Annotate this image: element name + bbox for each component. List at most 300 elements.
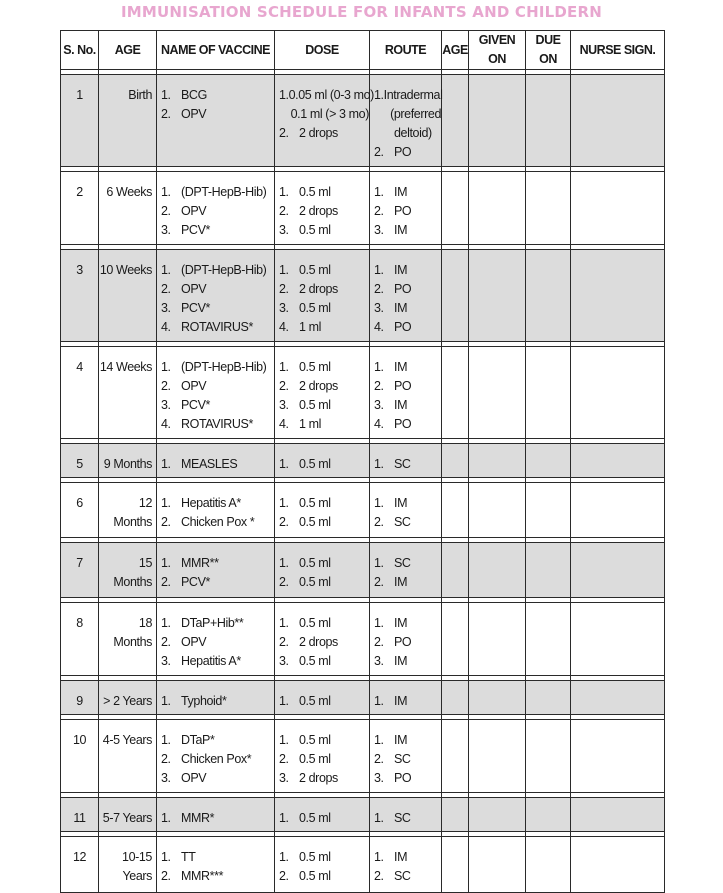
vaccine-text: PCV*	[181, 575, 210, 589]
vaccine-line	[157, 415, 274, 434]
dose-text: 0.5 ml	[299, 733, 331, 747]
vaccine-line	[157, 183, 274, 202]
route-line	[370, 769, 441, 788]
serial-number-cell: 12	[61, 837, 99, 893]
dose-text: 0.5 ml	[299, 301, 331, 315]
due-on-cell	[526, 798, 571, 832]
header-due-on: DUE ON	[526, 31, 571, 70]
item-number: 1.	[161, 556, 171, 570]
dose-line	[275, 867, 369, 886]
item-number: 3.	[374, 398, 384, 412]
header-route: ROUTE	[370, 31, 442, 70]
vaccine-cell	[157, 720, 275, 793]
dose-text: 0.5 ml	[299, 575, 331, 589]
age-given-cell	[442, 444, 469, 478]
vaccine-cell	[157, 543, 275, 598]
header-nurse-sign: NURSE SIGN.	[571, 31, 665, 70]
route-text: IM	[394, 733, 408, 747]
age-given-cell	[442, 681, 469, 715]
dose-line	[275, 692, 369, 711]
dose-cell	[275, 798, 370, 832]
dose-cell	[275, 603, 370, 676]
vaccine-cell	[157, 603, 275, 676]
item-number: 2.	[279, 752, 289, 766]
item-number	[370, 105, 390, 124]
dose-line	[275, 261, 369, 280]
route-cell	[370, 603, 442, 676]
page-title: IMMUNISATION SCHEDULE FOR INFANTS AND CHILDERN	[121, 3, 602, 21]
age-cell: 6 Weeks	[99, 172, 157, 245]
vaccine-text: (DPT-HepB-Hib)	[181, 360, 267, 374]
dose-text: 0.5 ml	[299, 616, 331, 630]
given-on-cell	[469, 172, 526, 245]
item-number: 1.	[374, 556, 384, 570]
vaccine-text: Chicken Pox*	[181, 752, 252, 766]
vaccine-text: PCV*	[181, 301, 210, 315]
serial-number-cell: 7	[61, 543, 99, 598]
dose-text: 0.5 ml	[299, 496, 331, 510]
age-cell: 18 Months	[99, 603, 157, 676]
dose-line	[275, 377, 369, 396]
given-on-cell	[469, 603, 526, 676]
due-on-cell	[526, 347, 571, 439]
immunisation-schedule-table	[60, 30, 665, 893]
vaccine-text: OPV	[181, 635, 207, 649]
dose-line	[275, 202, 369, 221]
dose-text: 2 drops	[299, 282, 338, 296]
vaccine-text: BCG	[181, 88, 207, 102]
item-number: 1.	[279, 185, 289, 199]
route-text: PO	[394, 771, 412, 785]
vaccine-text: Chicken Pox *	[181, 515, 255, 529]
route-line	[370, 183, 441, 202]
item-number: 2.	[161, 379, 171, 393]
route-line	[370, 261, 441, 280]
dose-line	[275, 105, 369, 124]
route-line	[370, 867, 441, 886]
due-on-cell	[526, 250, 571, 342]
dose-text: 0.5 ml	[299, 654, 331, 668]
item-number: 2.	[279, 126, 289, 140]
serial-number-cell: 1	[61, 75, 99, 167]
serial-number-cell: 4	[61, 347, 99, 439]
route-text: deltoid)	[394, 126, 432, 140]
vaccine-text: MEASLES	[181, 457, 238, 471]
dose-text: 0.5 ml	[299, 752, 331, 766]
dose-line	[275, 554, 369, 573]
dose-line	[275, 809, 369, 828]
item-number: 4.	[279, 320, 289, 334]
nurse-sign-cell	[571, 172, 665, 245]
dose-cell	[275, 444, 370, 478]
vaccine-line	[157, 809, 274, 828]
item-number: 3.	[279, 398, 289, 412]
item-number: 3.	[279, 301, 289, 315]
given-on-cell	[469, 543, 526, 598]
route-line	[370, 692, 441, 711]
item-number: 1.	[279, 850, 289, 864]
item-number: 3.	[279, 223, 289, 237]
route-text: SC	[394, 457, 411, 471]
route-text: IM	[394, 263, 408, 277]
vaccine-line	[157, 202, 274, 221]
item-number: 2.	[161, 575, 171, 589]
item-number: 2.	[279, 575, 289, 589]
route-line	[370, 202, 441, 221]
item-number: 2.	[161, 107, 171, 121]
item-number: 2.	[374, 575, 384, 589]
age-given-cell	[442, 347, 469, 439]
nurse-sign-cell	[571, 250, 665, 342]
item-number: 2.	[161, 635, 171, 649]
dose-text: 0.05 ml (0-3 mo)	[288, 88, 374, 102]
dose-line	[275, 652, 369, 671]
serial-number-cell: 3	[61, 250, 99, 342]
item-number: 1.	[374, 360, 384, 374]
item-number: 3.	[374, 771, 384, 785]
vaccine-line	[157, 396, 274, 415]
dose-line	[275, 633, 369, 652]
item-number: 1.	[374, 694, 384, 708]
dose-text: 0.5 ml	[299, 457, 331, 471]
dose-line	[275, 358, 369, 377]
dose-line	[275, 513, 369, 532]
schedule-row	[61, 543, 665, 598]
route-line	[370, 455, 441, 474]
vaccine-line	[157, 848, 274, 867]
route-text: IM	[394, 301, 408, 315]
route-line	[370, 614, 441, 633]
dose-text: 0.5 ml	[299, 515, 331, 529]
item-number: 1.	[161, 360, 171, 374]
given-on-cell	[469, 720, 526, 793]
header-age: AGE	[99, 31, 157, 70]
schedule-row	[61, 681, 665, 715]
dose-text: 1 ml	[299, 417, 322, 431]
header-sno: S. No.	[61, 31, 99, 70]
schedule-row	[61, 720, 665, 793]
vaccine-line	[157, 494, 274, 513]
item-number: 4.	[161, 320, 171, 334]
schedule-row	[61, 603, 665, 676]
item-number: 2.	[279, 635, 289, 649]
nurse-sign-cell	[571, 483, 665, 538]
item-number: 2.	[279, 515, 289, 529]
vaccine-line	[157, 358, 274, 377]
given-on-cell	[469, 798, 526, 832]
vaccine-text: MMR**	[181, 556, 219, 570]
route-line	[370, 750, 441, 769]
route-line	[370, 396, 441, 415]
dose-line	[275, 848, 369, 867]
dose-line	[275, 573, 369, 592]
item-number: 2.	[279, 204, 289, 218]
route-text: SC	[394, 752, 411, 766]
item-number: 1.	[279, 88, 289, 102]
vaccine-cell	[157, 798, 275, 832]
serial-number-cell: 10	[61, 720, 99, 793]
vaccine-text: PCV*	[181, 398, 210, 412]
item-number: 1.	[279, 811, 289, 825]
nurse-sign-cell	[571, 543, 665, 598]
route-line	[370, 513, 441, 532]
vaccine-cell	[157, 681, 275, 715]
vaccine-line	[157, 652, 274, 671]
vaccine-cell	[157, 172, 275, 245]
item-number: 2.	[374, 635, 384, 649]
schedule-row	[61, 172, 665, 245]
schedule-row	[61, 483, 665, 538]
dose-text: 2 drops	[299, 204, 338, 218]
header-given-on: GIVEN ON	[469, 31, 526, 70]
due-on-cell	[526, 75, 571, 167]
vaccine-line	[157, 105, 274, 124]
vaccine-line	[157, 221, 274, 240]
route-cell	[370, 543, 442, 598]
route-text: IM	[394, 694, 408, 708]
dose-text: 2 drops	[299, 771, 338, 785]
age-cell: 5-7 Years	[99, 798, 157, 832]
route-line	[370, 554, 441, 573]
age-cell: 10-15 Years	[99, 837, 157, 893]
schedule-row	[61, 798, 665, 832]
serial-number-cell: 6	[61, 483, 99, 538]
item-number: 1.	[374, 88, 384, 102]
schedule-row	[61, 75, 665, 167]
route-cell	[370, 172, 442, 245]
due-on-cell	[526, 444, 571, 478]
item-number: 2.	[161, 752, 171, 766]
vaccine-line	[157, 299, 274, 318]
dose-text: 0.5 ml	[299, 185, 331, 199]
dose-line	[275, 614, 369, 633]
nurse-sign-cell	[571, 75, 665, 167]
route-cell	[370, 347, 442, 439]
vaccine-text: (DPT-HepB-Hib)	[181, 263, 267, 277]
vaccine-cell	[157, 347, 275, 439]
dose-line	[275, 731, 369, 750]
route-line	[370, 809, 441, 828]
item-number: 1.	[279, 496, 289, 510]
route-text: PO	[394, 204, 412, 218]
item-number: 3.	[161, 223, 171, 237]
route-text: IM	[394, 360, 408, 374]
dose-text: 0.5 ml	[299, 556, 331, 570]
dose-line	[275, 86, 374, 105]
route-text: PO	[394, 320, 412, 334]
due-on-cell	[526, 681, 571, 715]
dose-cell	[275, 483, 370, 538]
serial-number-cell: 11	[61, 798, 99, 832]
vaccine-text: MMR***	[181, 869, 224, 883]
vaccine-line	[157, 554, 274, 573]
route-line	[370, 573, 441, 592]
item-number: 1.	[279, 733, 289, 747]
item-number: 3.	[374, 301, 384, 315]
route-text: IM	[394, 654, 408, 668]
item-number: 3.	[374, 223, 384, 237]
nurse-sign-cell	[571, 603, 665, 676]
route-cell	[370, 681, 442, 715]
vaccine-line	[157, 377, 274, 396]
route-line	[370, 143, 441, 162]
age-given-cell	[442, 798, 469, 832]
age-cell: 10 Weeks	[99, 250, 157, 342]
item-number: 2.	[374, 204, 384, 218]
dose-line	[275, 183, 369, 202]
dose-text: 2 drops	[299, 126, 338, 140]
nurse-sign-cell	[571, 347, 665, 439]
dose-text: 0.5 ml	[299, 398, 331, 412]
vaccine-text: DTaP+Hib**	[181, 616, 244, 630]
nurse-sign-cell	[571, 444, 665, 478]
dose-text: 0.5 ml	[299, 694, 331, 708]
item-number: 1.	[279, 694, 289, 708]
dose-line	[275, 318, 369, 337]
schedule-row	[61, 444, 665, 478]
dose-line	[275, 494, 369, 513]
serial-number-cell: 9	[61, 681, 99, 715]
due-on-cell	[526, 720, 571, 793]
vaccine-text: Hepatitis A*	[181, 496, 241, 510]
route-cell	[370, 483, 442, 538]
vaccine-line	[157, 513, 274, 532]
item-number: 1.	[161, 733, 171, 747]
item-number: 4.	[279, 417, 289, 431]
route-text: SC	[394, 869, 411, 883]
item-number: 1.	[161, 263, 171, 277]
age-given-cell	[442, 172, 469, 245]
vaccine-line	[157, 318, 274, 337]
item-number: 2.	[161, 869, 171, 883]
item-number: 3.	[279, 771, 289, 785]
route-line	[370, 415, 441, 434]
item-number: 1.	[161, 850, 171, 864]
age-given-cell	[442, 720, 469, 793]
nurse-sign-cell	[571, 681, 665, 715]
vaccine-line	[157, 731, 274, 750]
route-line	[370, 633, 441, 652]
serial-number-cell: 5	[61, 444, 99, 478]
item-number: 2.	[374, 379, 384, 393]
item-number: 1.	[279, 263, 289, 277]
dose-line	[275, 124, 369, 143]
schedule-row	[61, 347, 665, 439]
vaccine-line	[157, 86, 274, 105]
route-line	[370, 105, 441, 124]
vaccine-cell	[157, 444, 275, 478]
dose-line	[275, 280, 369, 299]
age-cell: 12 Months	[99, 483, 157, 538]
item-number: 2.	[279, 379, 289, 393]
item-number: 1.	[374, 185, 384, 199]
vaccine-cell	[157, 483, 275, 538]
item-number: 2.	[374, 515, 384, 529]
vaccine-cell	[157, 250, 275, 342]
vaccine-line	[157, 867, 274, 886]
nurse-sign-cell	[571, 720, 665, 793]
age-cell: 14 Weeks	[99, 347, 157, 439]
item-number	[370, 124, 394, 143]
age-given-cell	[442, 75, 469, 167]
item-number: 3.	[374, 654, 384, 668]
item-number: 3.	[161, 771, 171, 785]
vaccine-text: OPV	[181, 379, 207, 393]
item-number: 2.	[279, 869, 289, 883]
vaccine-line	[157, 261, 274, 280]
dose-text: 0.1 ml (> 3 mo)	[290, 107, 369, 121]
dose-text: 2 drops	[299, 635, 338, 649]
item-number: 2.	[374, 145, 384, 159]
nurse-sign-cell	[571, 798, 665, 832]
vaccine-text: Hepatitis A*	[181, 654, 241, 668]
given-on-cell	[469, 483, 526, 538]
route-line	[370, 494, 441, 513]
item-number: 1.	[374, 263, 384, 277]
given-on-cell	[469, 347, 526, 439]
route-cell	[370, 250, 442, 342]
route-line	[370, 358, 441, 377]
route-line	[370, 124, 441, 143]
route-text: SC	[394, 515, 411, 529]
item-number: 2.	[161, 204, 171, 218]
dose-line	[275, 221, 369, 240]
item-number: 1.	[161, 496, 171, 510]
dose-text: 0.5 ml	[299, 263, 331, 277]
due-on-cell	[526, 483, 571, 538]
vaccine-text: OPV	[181, 771, 207, 785]
dose-cell	[275, 250, 370, 342]
route-line	[370, 86, 441, 105]
vaccine-text: TT	[181, 850, 196, 864]
item-number: 1.	[161, 694, 171, 708]
item-number: 4.	[161, 417, 171, 431]
item-number: 3.	[279, 654, 289, 668]
item-number: 2.	[279, 282, 289, 296]
item-number: 2.	[374, 869, 384, 883]
route-cell	[370, 798, 442, 832]
item-number: 1.	[279, 616, 289, 630]
dose-text: 1 ml	[299, 320, 322, 334]
age-given-cell	[442, 250, 469, 342]
item-number	[275, 105, 291, 124]
route-line	[370, 377, 441, 396]
route-text: PO	[394, 635, 412, 649]
vaccine-text: OPV	[181, 107, 207, 121]
route-text: SC	[394, 556, 411, 570]
vaccine-line	[157, 750, 274, 769]
given-on-cell	[469, 444, 526, 478]
route-line	[370, 731, 441, 750]
vaccine-text: DTaP*	[181, 733, 215, 747]
item-number: 2.	[374, 752, 384, 766]
dose-text: 0.5 ml	[299, 811, 331, 825]
route-text: PO	[394, 282, 412, 296]
serial-number-cell: 8	[61, 603, 99, 676]
route-text: IM	[394, 398, 408, 412]
route-text: SC	[394, 811, 411, 825]
dose-text: 0.5 ml	[299, 223, 331, 237]
vaccine-line	[157, 614, 274, 633]
route-line	[370, 280, 441, 299]
header-vaccine: NAME OF VACCINE	[157, 31, 275, 70]
dose-text: 0.5 ml	[299, 869, 331, 883]
item-number: 1.	[161, 616, 171, 630]
due-on-cell	[526, 603, 571, 676]
vaccine-text: ROTAVIRUS*	[181, 320, 253, 334]
route-line	[370, 848, 441, 867]
vaccine-text: OPV	[181, 282, 207, 296]
